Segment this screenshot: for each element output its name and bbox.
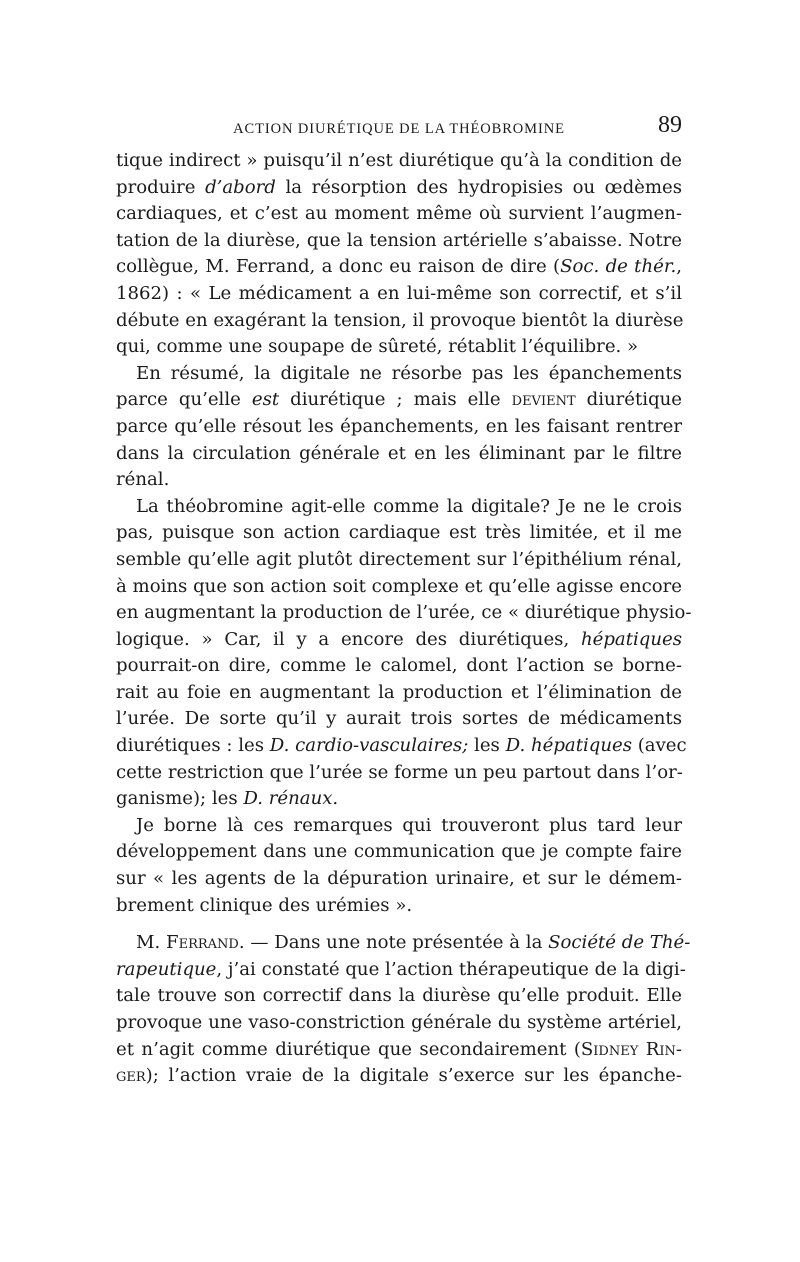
text-run: diurétique (575, 389, 683, 411)
text-run: la résorption des hydropisies ou œdèmes (275, 176, 683, 198)
text-line (116, 680, 682, 707)
text-line (116, 414, 682, 441)
body-text (116, 148, 692, 1090)
text-line (116, 957, 686, 984)
italic-text: rapeutique (116, 958, 217, 980)
text-line (116, 930, 691, 957)
text-run: tale trouve son correctif dans la diurèse qu’elle produit. Elle (116, 985, 682, 1007)
italic-text: est (251, 389, 280, 411)
text-line (116, 653, 682, 680)
text-line (116, 254, 682, 281)
text-line (116, 361, 682, 388)
text-run: cardiaques, et c’est au moment même où survient l’augmen- (116, 203, 682, 225)
text-run: diurétique ; mais elle (279, 389, 512, 411)
text-run: , j’ai constaté que l’action thérapeutique de la digi- (216, 958, 686, 980)
text-line (116, 760, 682, 787)
text-line (116, 706, 682, 733)
page-number: 89 (658, 112, 682, 138)
text-run: parce qu’elle (116, 389, 252, 411)
text-run: à moins que son action soit complexe et qu’elle agisse encore (116, 575, 682, 597)
text-run: ganisme); les (116, 788, 244, 810)
text-line (116, 148, 682, 175)
text-run: rénal. (116, 469, 170, 491)
text-line (116, 175, 682, 202)
text-run: , (676, 256, 682, 278)
text-line (116, 547, 682, 574)
text-run: (avec (631, 735, 687, 757)
page-header (116, 112, 682, 144)
small-caps-text: ger (116, 1065, 146, 1087)
text-line (116, 281, 682, 308)
text-run: pourrait-on dire, comme le calomel, dont l’action se borne- (116, 655, 682, 677)
text-run: les (468, 735, 506, 757)
text-line (116, 1010, 682, 1037)
text-run: ); l’action vraie de la digitale s’exerce sur les épanche- (145, 1065, 682, 1087)
text-run: qui, comme une soupape de sûreté, rétablit l’équilibre. » (116, 336, 639, 358)
italic-text: Soc. de thér. (560, 256, 677, 278)
paragraph-gap (116, 919, 682, 930)
text-run: semble qu’elle agit plutôt directement sur l’épithélium rénal, (116, 548, 682, 570)
text-line (116, 627, 682, 654)
text-run: et n’agit comme diurétique que secondairement ( (116, 1038, 581, 1060)
text-run: en augmentant la production de l’urée, ce « diurétique physio- (116, 602, 692, 624)
italic-text: D. hépatiques (505, 735, 632, 757)
small-caps-text: Ferrand (166, 932, 239, 954)
text-run: parce qu’elle résout les épanchements, en les faisant rentrer (116, 415, 682, 437)
text-line (116, 600, 692, 627)
text-run: l’urée. De sorte qu’il y aurait trois sortes de médicaments (116, 708, 682, 730)
text-run: M. (136, 932, 167, 954)
text-run: débute en exagérant la tension, il provoque bientôt la diurèse (116, 309, 684, 331)
italic-text: d’abord (205, 176, 276, 198)
text-run: développement dans une communication que je compte faire (116, 841, 682, 863)
text-run: provoque une vaso-constriction générale du système artériel, (116, 1012, 682, 1033)
text-line (116, 520, 682, 547)
small-caps-text: devient (511, 389, 576, 411)
text-line (116, 1063, 682, 1090)
text-run: pas, puisque son action cardiaque est très limitée, et il me (116, 522, 682, 544)
text-run: . — Dans une note présentée à la (238, 932, 549, 954)
text-run: collègue, M. Ferrand, a donc eu raison de dire ( (116, 256, 561, 278)
text-run: brement clinique des urémies ». (116, 894, 413, 916)
text-run: La théobromine agit-elle comme la digitale? Je ne le crois (136, 495, 682, 517)
text-line (116, 201, 682, 228)
text-line (116, 441, 682, 468)
text-run: dans la circulation générale et en les éliminant par le filtre (116, 442, 682, 464)
text-run: sur « les agents de la dépuration urinaire, et sur le démem- (116, 868, 682, 890)
text-line (116, 574, 682, 601)
text-run: Je borne là ces remarques qui trouveront plus tard leur (136, 814, 682, 836)
text-line (116, 733, 687, 760)
text-run: En résumé, la digitale ne résorbe pas les épanchements (136, 362, 682, 384)
italic-text: Société de Thé- (548, 932, 691, 954)
text-run: produire (116, 176, 206, 198)
text-run: diurétiques : les (116, 735, 270, 757)
italic-text: hépatiques (580, 628, 682, 650)
text-run: tation de la diurèse, que la tension artérielle s’abaisse. Notre (116, 229, 682, 251)
italic-text: D. cardio-vasculaires; (269, 735, 469, 757)
text-line (116, 494, 682, 521)
italic-text: D. rénaux. (243, 788, 339, 810)
text-run: 1862) : « Le médicament a en lui-même son correctif, et s’il (116, 282, 682, 304)
text-line (116, 467, 682, 494)
text-line (116, 893, 682, 920)
text-line (116, 839, 682, 866)
text-run: rait au foie en augmentant la production et l’élimination de (116, 681, 682, 703)
text-line (116, 983, 682, 1010)
small-caps-text: Sidney Rin- (580, 1038, 682, 1060)
text-run: cette restriction que l’urée se forme un peu partout dans l’or- (116, 761, 683, 783)
text-line (116, 228, 682, 255)
text-line (116, 308, 682, 335)
text-line (116, 786, 682, 813)
text-run: tique indirect » puisqu’il n’est diurétique qu’à la condition de (116, 150, 682, 171)
text-line (116, 1037, 682, 1064)
text-line (116, 813, 682, 840)
text-run: logique. » Car, il y a encore des diurétiques, (116, 628, 581, 650)
running-title: ACTION DIURÉTIQUE DE LA THÉOBROMINE (233, 121, 565, 137)
text-line (116, 334, 682, 361)
text-line (116, 866, 682, 893)
text-line (116, 387, 682, 414)
